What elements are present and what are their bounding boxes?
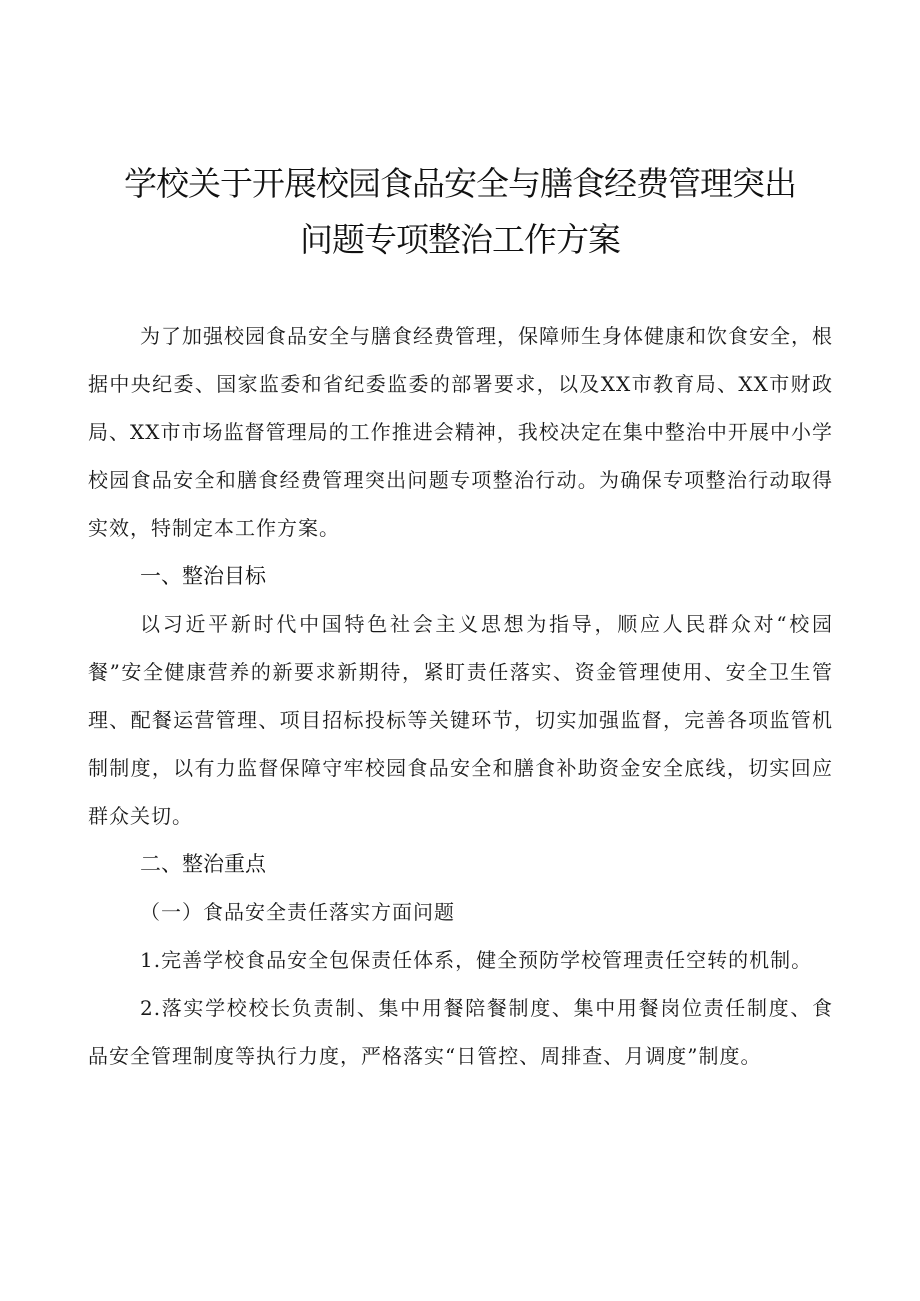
intro-paragraph: 为了加强校园食品安全与膳食经费管理，保障师生身体健康和饮食安全，根据中央纪委、国家监委和省纪委监委的部署要求，以及XX市教育局、XX市财政局、XX市市场监督管理局的工作推进会精神，我校决定在集中整治中开展中小学校园食品安全和膳食经费管理突出问题专项整治行动。为确保专项整治行动取得实效，特制定本工作方案。 bbox=[88, 324, 833, 540]
document-title-line-1: 学校关于开展校园食品安全与膳食经费管理突出 bbox=[124, 164, 796, 203]
document-body bbox=[88, 312, 833, 1080]
subsection-1-heading: （一）食品安全责任落实方面问题 bbox=[140, 900, 455, 924]
list-item-1: 1.完善学校食品安全包保责任体系，健全预防学校管理责任空转的机制。 bbox=[140, 948, 813, 972]
section-2-heading: 二、整治重点 bbox=[140, 852, 266, 876]
list-item-2: 2.落实学校校长负责制、集中用餐陪餐制度、集中用餐岗位责任制度、食品安全管理制度等执行力度，严格落实“日管控、周排查、月调度”制度。 bbox=[88, 996, 833, 1068]
document-title-line-2: 问题专项整治工作方案 bbox=[300, 220, 620, 259]
section-1-heading: 一、整治目标 bbox=[140, 564, 266, 588]
section-1-paragraph: 以习近平新时代中国特色社会主义思想为指导，顺应人民群众对“校园餐”安全健康营养的新要求新期待，紧盯责任落实、资金管理使用、安全卫生管理、配餐运营管理、项目招标投标等关键环节，切实加强监督，完善各项监管机制制度，以有力监督保障守牢校园食品安全和膳食补助资金安全底线，切实回应群众关切。 bbox=[88, 612, 833, 828]
